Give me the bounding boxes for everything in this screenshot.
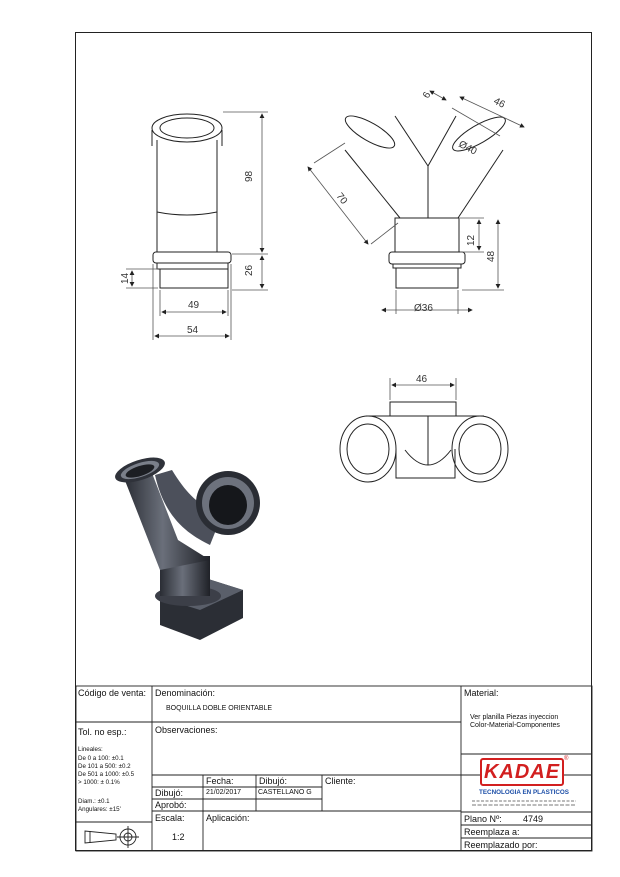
front-view bbox=[152, 114, 231, 288]
aprobo-label: Aprobó: bbox=[155, 800, 187, 810]
tol-label: Tol. no esp.: bbox=[78, 727, 127, 737]
kadae-logo-text: KADAE bbox=[480, 758, 564, 786]
dibujo-name-label: Dibujó: bbox=[259, 776, 288, 786]
dim-36: Ø36 bbox=[414, 303, 433, 314]
cliente-label: Cliente: bbox=[325, 776, 356, 786]
dim-46-top-view: 46 bbox=[416, 374, 428, 385]
top-view bbox=[340, 402, 508, 482]
dim-49: 49 bbox=[188, 300, 200, 311]
logo-fine-print bbox=[466, 798, 582, 808]
diam-tolerance: Diam.: ±0.1 bbox=[78, 798, 110, 805]
dim-14: 14 bbox=[120, 272, 131, 284]
observaciones-label: Observaciones: bbox=[155, 725, 218, 735]
side-view bbox=[341, 110, 509, 288]
tol-line-2: De 101 a 500: ±0.2 bbox=[78, 763, 131, 770]
material-value-2: Color-Material-Componentes bbox=[470, 722, 560, 729]
dim-6: 6 bbox=[421, 90, 434, 101]
dim-70: 70 bbox=[333, 191, 350, 207]
dim-12: 12 bbox=[466, 234, 477, 246]
reemplazado-label: Reemplazado por: bbox=[464, 840, 538, 850]
dibujo-value: CASTELLANO G bbox=[258, 789, 312, 796]
denominacion-value: BOQUILLA DOBLE ORIENTABLE bbox=[166, 705, 273, 712]
lineales-label: Lineales: bbox=[78, 746, 103, 753]
escala-label: Escala: bbox=[155, 813, 185, 823]
isometric-render bbox=[112, 452, 260, 640]
codigo-label: Código de venta: bbox=[78, 688, 147, 698]
tol-line-4: > 1000: ± 0.1% bbox=[78, 779, 120, 786]
dim-98: 98 bbox=[244, 170, 255, 182]
plano-label: Plano Nº: bbox=[464, 814, 502, 824]
tol-line-3: De 501 a 1000: ±0.5 bbox=[78, 771, 135, 778]
dim-46-top: 46 bbox=[491, 95, 507, 111]
plano-value: 4749 bbox=[523, 814, 544, 824]
company-logo bbox=[466, 756, 582, 811]
logo-subtitle: TECNOLOGIA EN PLASTICOS bbox=[478, 789, 570, 796]
fecha-value: 21/02/2017 bbox=[206, 789, 242, 796]
tol-line-1: De 0 a 100: ±0.1 bbox=[78, 755, 124, 762]
projection-symbol-icon bbox=[85, 826, 139, 848]
dim-48: 48 bbox=[486, 250, 497, 262]
fecha-label: Fecha: bbox=[206, 776, 234, 786]
aplicacion-label: Aplicación: bbox=[206, 813, 250, 823]
material-label: Material: bbox=[464, 688, 499, 698]
escala-value: 1:2 bbox=[172, 832, 185, 842]
material-value-1: Ver planilla Piezas inyeccion bbox=[470, 714, 559, 721]
reemplaza-label: Reemplaza a: bbox=[464, 827, 520, 837]
dim-26: 26 bbox=[244, 264, 255, 276]
dim-40: Ø40 bbox=[456, 138, 479, 158]
angular-tolerance: Angulares: ±15' bbox=[78, 806, 121, 813]
registered-mark: ® bbox=[564, 756, 569, 762]
dibujo-label: Dibujó: bbox=[155, 788, 184, 798]
denominacion-label: Denominación: bbox=[155, 688, 216, 698]
dim-54: 54 bbox=[187, 325, 199, 336]
